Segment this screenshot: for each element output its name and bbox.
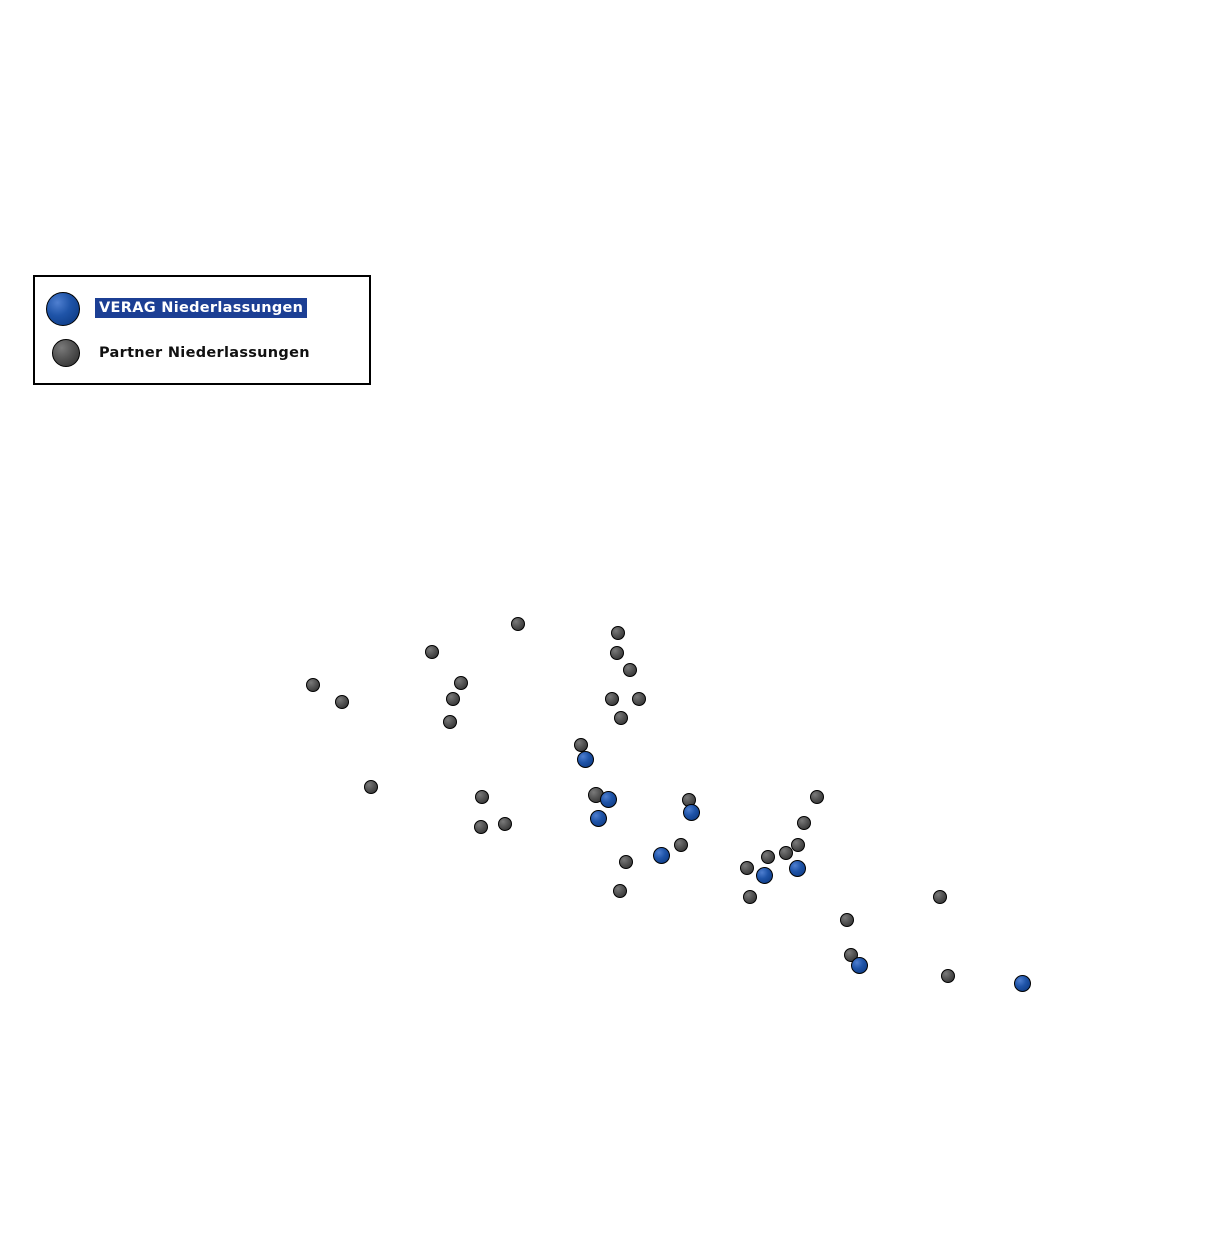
legend-item-partner[interactable] bbox=[52, 339, 80, 367]
partner-marker-icon bbox=[52, 339, 80, 367]
partner-location-marker[interactable] bbox=[632, 692, 646, 706]
partner-location-marker[interactable] bbox=[797, 816, 811, 830]
partner-location-marker[interactable] bbox=[933, 890, 947, 904]
partner-location-marker[interactable] bbox=[335, 695, 349, 709]
verag-marker-icon bbox=[46, 292, 80, 326]
partner-location-marker[interactable] bbox=[740, 861, 754, 875]
partner-location-marker[interactable] bbox=[810, 790, 824, 804]
verag-location-marker[interactable] bbox=[1014, 975, 1031, 992]
legend-label-partner: Partner Niederlassungen bbox=[99, 345, 310, 361]
partner-location-marker[interactable] bbox=[614, 711, 628, 725]
partner-location-marker[interactable] bbox=[840, 913, 854, 927]
map-legend bbox=[33, 275, 371, 385]
legend-item-verag[interactable] bbox=[46, 292, 80, 326]
partner-location-marker[interactable] bbox=[941, 969, 955, 983]
partner-location-marker[interactable] bbox=[474, 820, 488, 834]
partner-location-marker[interactable] bbox=[446, 692, 460, 706]
partner-location-marker[interactable] bbox=[511, 617, 525, 631]
partner-location-marker[interactable] bbox=[425, 645, 439, 659]
verag-location-marker[interactable] bbox=[756, 867, 773, 884]
partner-location-marker[interactable] bbox=[574, 738, 588, 752]
legend-label-verag: VERAG Niederlassungen bbox=[95, 298, 307, 318]
partner-location-marker[interactable] bbox=[443, 715, 457, 729]
partner-location-marker[interactable] bbox=[475, 790, 489, 804]
verag-location-marker[interactable] bbox=[577, 751, 594, 768]
partner-location-marker[interactable] bbox=[613, 884, 627, 898]
partner-location-marker[interactable] bbox=[791, 838, 805, 852]
partner-location-marker[interactable] bbox=[674, 838, 688, 852]
verag-location-marker[interactable] bbox=[789, 860, 806, 877]
partner-location-marker[interactable] bbox=[761, 850, 775, 864]
partner-location-marker[interactable] bbox=[605, 692, 619, 706]
partner-location-marker[interactable] bbox=[610, 646, 624, 660]
verag-location-marker[interactable] bbox=[653, 847, 670, 864]
partner-location-marker[interactable] bbox=[454, 676, 468, 690]
partner-location-marker[interactable] bbox=[743, 890, 757, 904]
partner-location-marker[interactable] bbox=[306, 678, 320, 692]
verag-location-marker[interactable] bbox=[600, 791, 617, 808]
partner-location-marker[interactable] bbox=[619, 855, 633, 869]
verag-location-marker[interactable] bbox=[683, 804, 700, 821]
partner-location-marker[interactable] bbox=[498, 817, 512, 831]
partner-location-marker[interactable] bbox=[364, 780, 378, 794]
partner-location-marker[interactable] bbox=[623, 663, 637, 677]
verag-location-marker[interactable] bbox=[851, 957, 868, 974]
verag-location-marker[interactable] bbox=[590, 810, 607, 827]
partner-location-marker[interactable] bbox=[779, 846, 793, 860]
partner-location-marker[interactable] bbox=[611, 626, 625, 640]
